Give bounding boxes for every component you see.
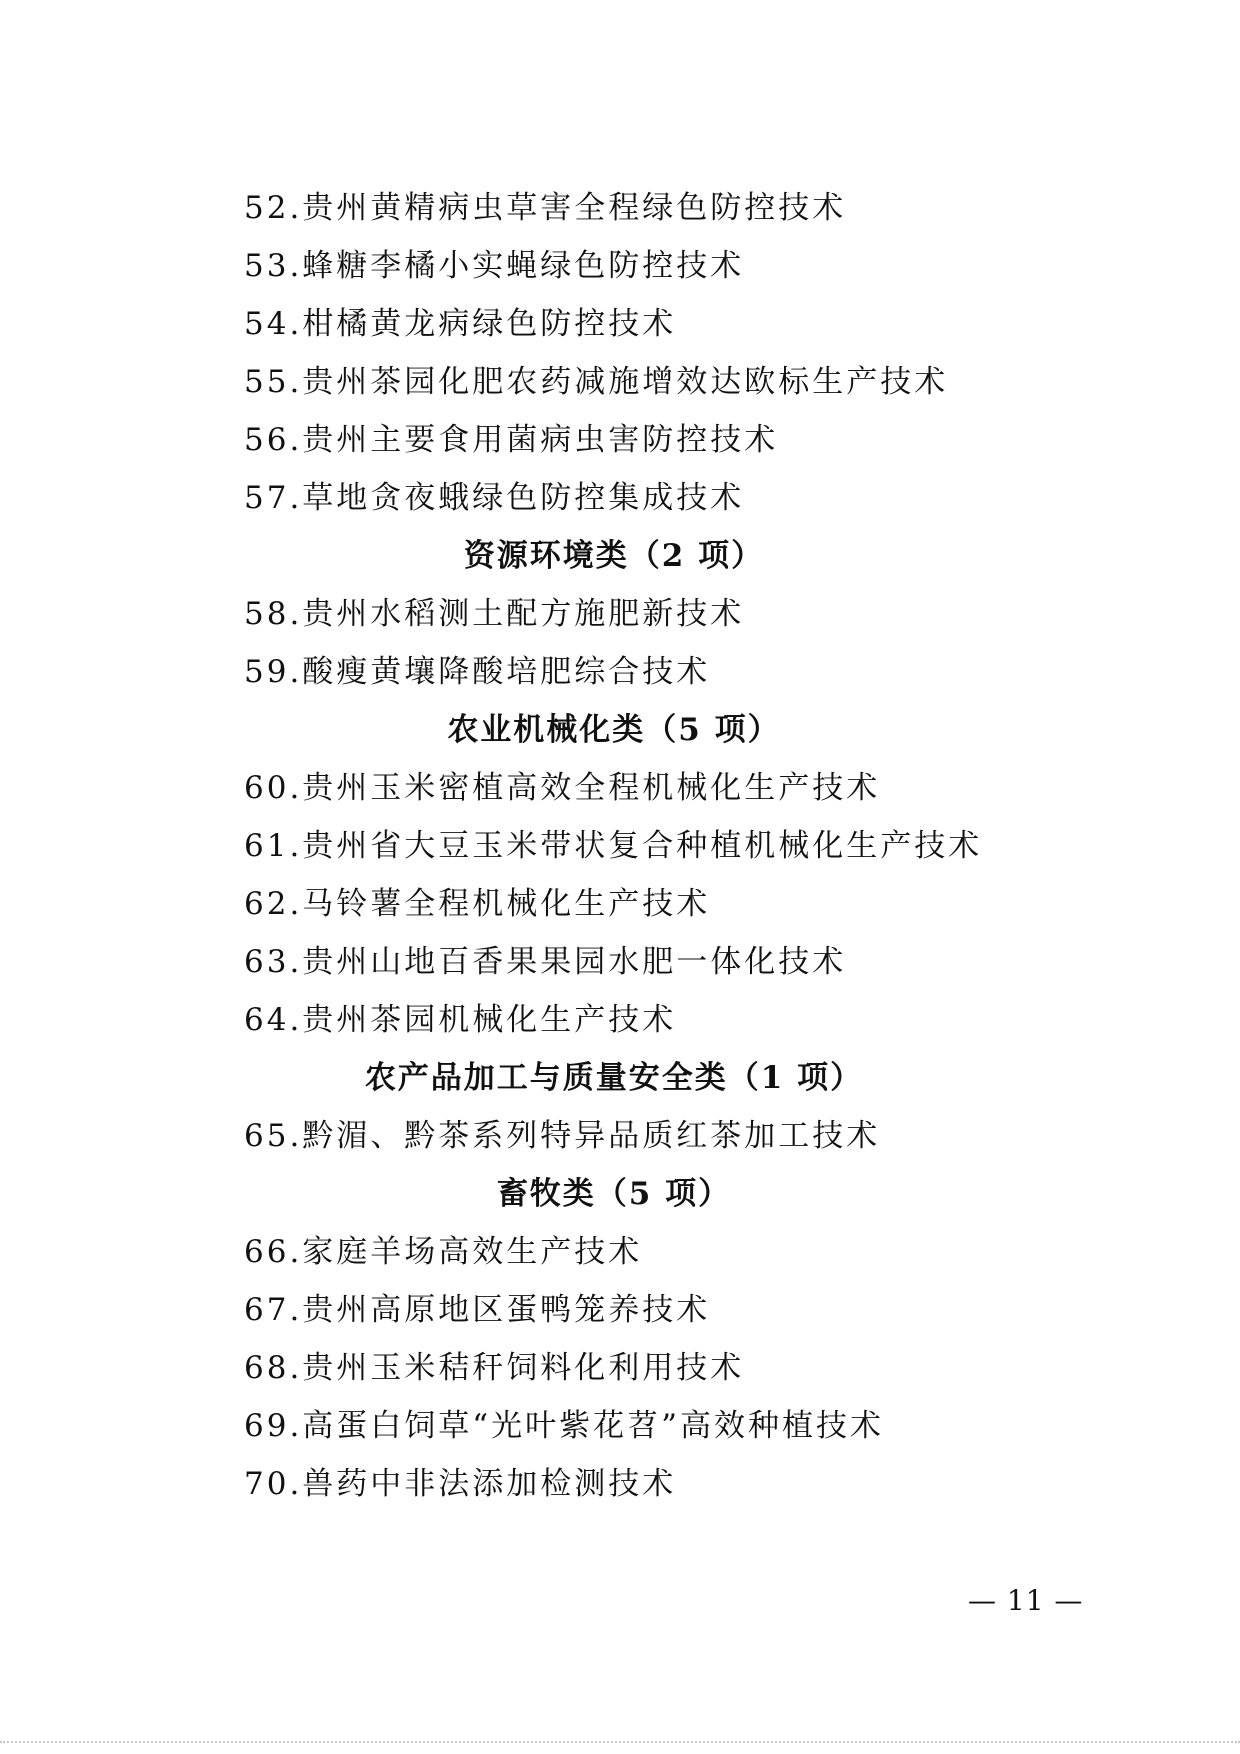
list-item: 68.贵州玉米秸秆饲料化利用技术 [244,1350,745,1386]
list-item: 60.贵州玉米密植高效全程机械化生产技术 [244,770,881,806]
list-item: 52.贵州黄精病虫草害全程绿色防控技术 [244,190,847,226]
list-item: 70.兽药中非法添加检测技术 [244,1466,677,1502]
list-item: 53.蜂糖李橘小实蝇绿色防控技术 [244,248,745,284]
technology-list [244,185,1044,1519]
page-number: — 11 — [968,1584,1084,1617]
section-heading: 资源环境类（2 项） [463,538,765,574]
list-item: 55.贵州茶园化肥农药减施增效达欧标生产技术 [244,364,949,400]
list-item: 66.家庭羊场高效生产技术 [244,1234,643,1270]
list-item: 69.高蛋白饲草“光叶紫花苕”高效种植技术 [244,1408,884,1444]
list-item: 62.马铃薯全程机械化生产技术 [244,886,711,922]
list-item: 58.贵州水稻测土配方施肥新技术 [244,596,745,632]
list-item: 64.贵州茶园机械化生产技术 [244,1002,677,1038]
list-item: 67.贵州高原地区蛋鸭笼养技术 [244,1292,711,1328]
list-item: 63.贵州山地百香果果园水肥一体化技术 [244,944,847,980]
list-item: 57.草地贪夜蛾绿色防控集成技术 [244,480,745,516]
scan-edge-divider [0,1741,1240,1743]
list-item: 56.贵州主要食用菌病虫害防控技术 [244,422,779,458]
list-item: 59.酸瘦黄壤降酸培肥综合技术 [244,654,711,690]
section-heading: 农产品加工与质量安全类（1 项） [364,1060,864,1096]
list-item: 65.黔湄、黔茶系列特异品质红茶加工技术 [244,1118,881,1154]
list-item: 54.柑橘黄龙病绿色防控技术 [244,306,677,342]
section-heading: 畜牧类（5 项） [496,1176,732,1212]
list-item: 61.贵州省大豆玉米带状复合种植机械化生产技术 [244,828,983,864]
section-heading: 农业机械化类（5 项） [447,712,781,748]
